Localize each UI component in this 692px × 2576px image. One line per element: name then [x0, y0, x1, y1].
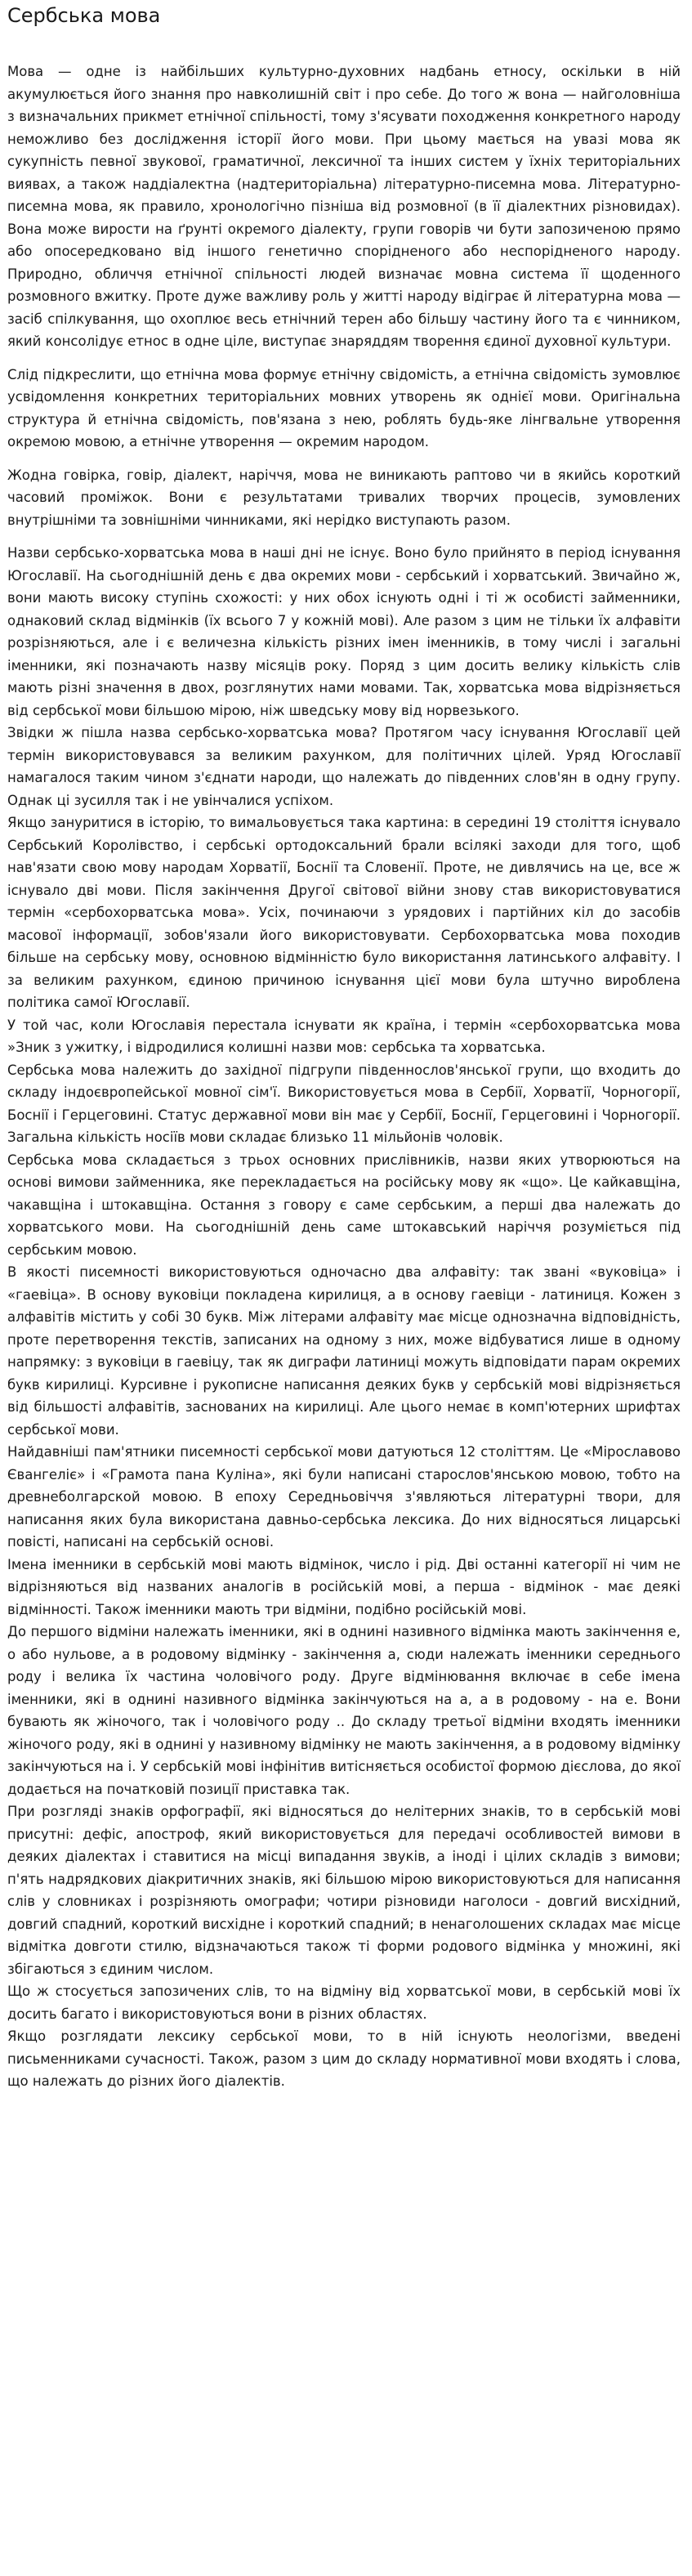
article-paragraph: У той час, коли Югославія перестала існувати як країна, і термін «сербохорватська мова »Зник з ужитку, і відродилися колишні назви мов: сербська та хорватська.: [7, 1017, 681, 1055]
page-title: Сербська мова: [7, 4, 161, 27]
article-paragraph: Назви сербсько-хорватська мова в наші дні не існує. Воно було прийнято в період існування Югославії. На сьогоднішній день є два окремих мови - сербський і хорватський. Звичайно ж, вони мають високу ступінь схожості: у них обох існують одні і ті ж особисті займенники, однаковий склад відмінків (їх всього 7 у кожній мові). Але разом з цим не тільки їх алфавіти розрізняються, але і є величезна кількість різних імен іменників, в тому числі і загальні іменники, які позначають назву місяців року. Поряд з цим досить велику кількість слів мають різні значення в двох, розглянутих нами мовами. Так, хорватська мова відрізняється від сербської мови більшою мірою, ніж шведську мову від норвезького.: [7, 545, 681, 718]
article-paragraph: Слід підкреслити, що етнічна мова формує етнічну свідомість, а етнічна свідомість зумовлює усвідомлення конкретних територіальних мовних утворень як однієї мови. Оригінальна структура й етнічна свідомість, пов'язана з нею, роблять будь-яке лінгвальне утворення окремою мовою, а етнічне утворення — окремим народом.: [7, 366, 681, 449]
article-paragraph: В якості писемності використовуються одночасно два алфавіту: так звані «вуковіца» і «гаевіца». В основу вуковіци покладена кирилиця, а в основу гаевіци - латиниця. Кожен з алфавітів містить у собі 30 букв. Між літерами алфавіту має місце однозначна відповідність, проте перетворення текстів, записаних на одному з них, може відбуватися лише в одному напрямку: з вуковіци в гаевіцу, так як диграфи латиниці можуть відповідати парам окремих букв кирилиці. Курсивне і рукописне написання деяких букв у сербській мові відрізняється від більшості алфавітів, заснованих на кирилиці. Але цього немає в комп'ютерних шрифтах сербської мови.: [7, 1264, 681, 1438]
article-paragraph: При розгляді знаків орфографії, які відносяться до нелітерних знаків, то в сербській мові присутні: дефіс, апостроф, який використовується для передачі особливостей вимови в деяких діалектах і ставитися на місці випадання звуків, а іноді і цілих складів з вимови; п'ять надрядкових діакритичних знаків, які більшою мірою використовуються для написання слів у словниках і розрізняють омографи; чотири різновиди наголоси - довгий висхідний, довгий спадний, короткий висхідне і короткий спадний; в ненаголошених складах має місце відмітка довготи стилю, відзначаються також ті форми родового відмінка у множині, які збігаються з єдиним числом.: [7, 1804, 681, 1977]
article-paragraph: Імена іменники в сербській мові мають відмінок, число і рід. Дві останні категорії ні чим не відрізняються від названих аналогів в російській мові, а перша - відмінок - має деякі відмінності. Також іменники мають три відміни, подібно російській мові.: [7, 1556, 681, 1617]
article-paragraph: Мова — одне із найбільших культурно-духовних надбань етносу, оскільки в ній акумулюється його знання про навколишній світ і про себе. До того ж вона — найголовніша з визначальних прикмет етнічної спільності, тому з'ясувати походження конкретного народу неможливо без дослідження історії його мови. При цьому мається на увазі мова як сукупність певної звукової, граматичної, лексичної та інших систем у їхніх територіальних виявах, а також наддіалектна (надтериторіальна) літературно-писемна мова. Літературно-писемна мова, як правило, хронологічно пізніша від розмовної (в її діалектних різновидах). Вона може вирости на ґрунті окремого діалекту, групи говорів чи бути запозиченою прямо або опосередковано від іншого генетично спорідненого або неспорідненого народу. Природно, обличчя етнічної спільності людей визначає мовна система її щоденного розмовного вжитку. Проте дуже важливу роль у житті народу відіграє й літературна мова — засіб спілкування, що охоплює весь етнічний терен або більшу частину його та є чинником, який консолідує етнос в одне ціле, виступає знаряддям творення єдиної духовної культури.: [7, 64, 681, 349]
article-paragraph: Найдавніші пам'ятники писемності сербської мови датуються 12 століттям. Це «Мірославово Євангеліє» і «Грамота пана Куліна», які були написані старослов'янською мовою, тобто на древнеболгарской мовою. В епоху Середньовіччя з'являються літературні твори, для написання яких була використана давньо-сербська лексика. До них відносяться лицарські повісті, написані на сербській основі.: [7, 1444, 681, 1550]
article-paragraph: Що ж стосується запозичених слів, то на відміну від хорватської мови, в сербській мові їх досить багато і використовуються вони в різних областях.: [7, 1983, 681, 2022]
article-paragraph: Звідки ж пішла назва сербсько-хорватська мова? Протягом часу існування Югославії цей термін використовувався за великим рахунком, для політичних цілей. Уряд Югославії намагалося таким чином з'єднати народи, що належать до південних слов'ян в одну групу. Однак ці зусилля так і не увінчалися успіхом.: [7, 725, 681, 808]
article-paragraph: Якщо зануритися в історію, то вимальовується така картина: в середині 19 століття існувало Сербський Королівство, і сербські ортодоксальний брали всілякі заходи для того, щоб нав'язати свою мову народам Хорватії, Боснії та Словенії. Проте, не дивлячись на це, все ж існувало дві мови. Після закінчення Другої світової війни знову став використовуватися термін «сербохорватська мова». Усіх, починаючи з урядових і партійних кіл до засобів масової інформації, зобов'язали його використовувати. Сербохорватська мова походив більше на сербську мову, основною відмінністю було використання латинського алфавіту. І за великим рахунком, єдиною причиною існування цієї мови була штучно вироблена політика самої Югославії.: [7, 815, 681, 1010]
article-paragraph: Сербська мова належить до західної підгрупи південнослов'янської групи, що входить до складу індоєвропейської мовної сім'ї. Використовується мова в Сербії, Хорватії, Чорногорії, Боснії і Герцеговині. Статус державної мови він має у Сербії, Боснії, Герцеговині і Чорногорії. Загальна кількість носіїв мови складає близько 11 мільйонів чоловік.: [7, 1062, 681, 1145]
article-paragraph: До першого відміни належать іменники, які в однині називного відмінка мають закінчення е, о або нульове, а в родовому відмінку - закінчення а, сюди належать іменники середнього роду і велика їх частина чоловічого роду. Друге відмінювання включає в себе імена іменники, які в однині називного відмінка закінчуються на а, а в родовому - на е. Вони бувають як жіночого, так і чоловічого роду .. До складу третьої відміни входять іменники жіночого роду, які в однині у називному відмінку не мають закінчення, а в родовому відмінку закінчуються на і. У сербській мові інфінітив витісняється особистої формою дієслова, до якої додається на початковій позиції приставка так.: [7, 1624, 681, 1797]
article-paragraph: Якщо розглядати лексику сербської мови, то в ній існують неологізми, введені письменниками сучасності. Також, разом з цим до складу нормативної мови входять і слова, що належать до різних його діалектів.: [7, 2028, 681, 2089]
article-paragraph: Жодна говірка, говір, діалект, наріччя, мова не виникають раптово чи в якийсь короткий часовий проміжок. Вони є результатами тривалих творчих процесів, зумовлених внутрішніми та зовнішніми чинниками, які нерідко виступають разом.: [7, 467, 681, 528]
article-paragraph: Сербська мова складається з трьох основних прислівників, назви яких утворюються на основі вимови займенника, яке перекладається на російську мову як «що». Це кайкавщіна, чакавщіна і штокавщіна. Остання з говору є саме сербським, а перші два належать до хорватського мови. На сьогоднішній день саме штокавський наріччя розуміється під сербським мовою.: [7, 1152, 681, 1258]
article-body: [7, 60, 681, 2093]
